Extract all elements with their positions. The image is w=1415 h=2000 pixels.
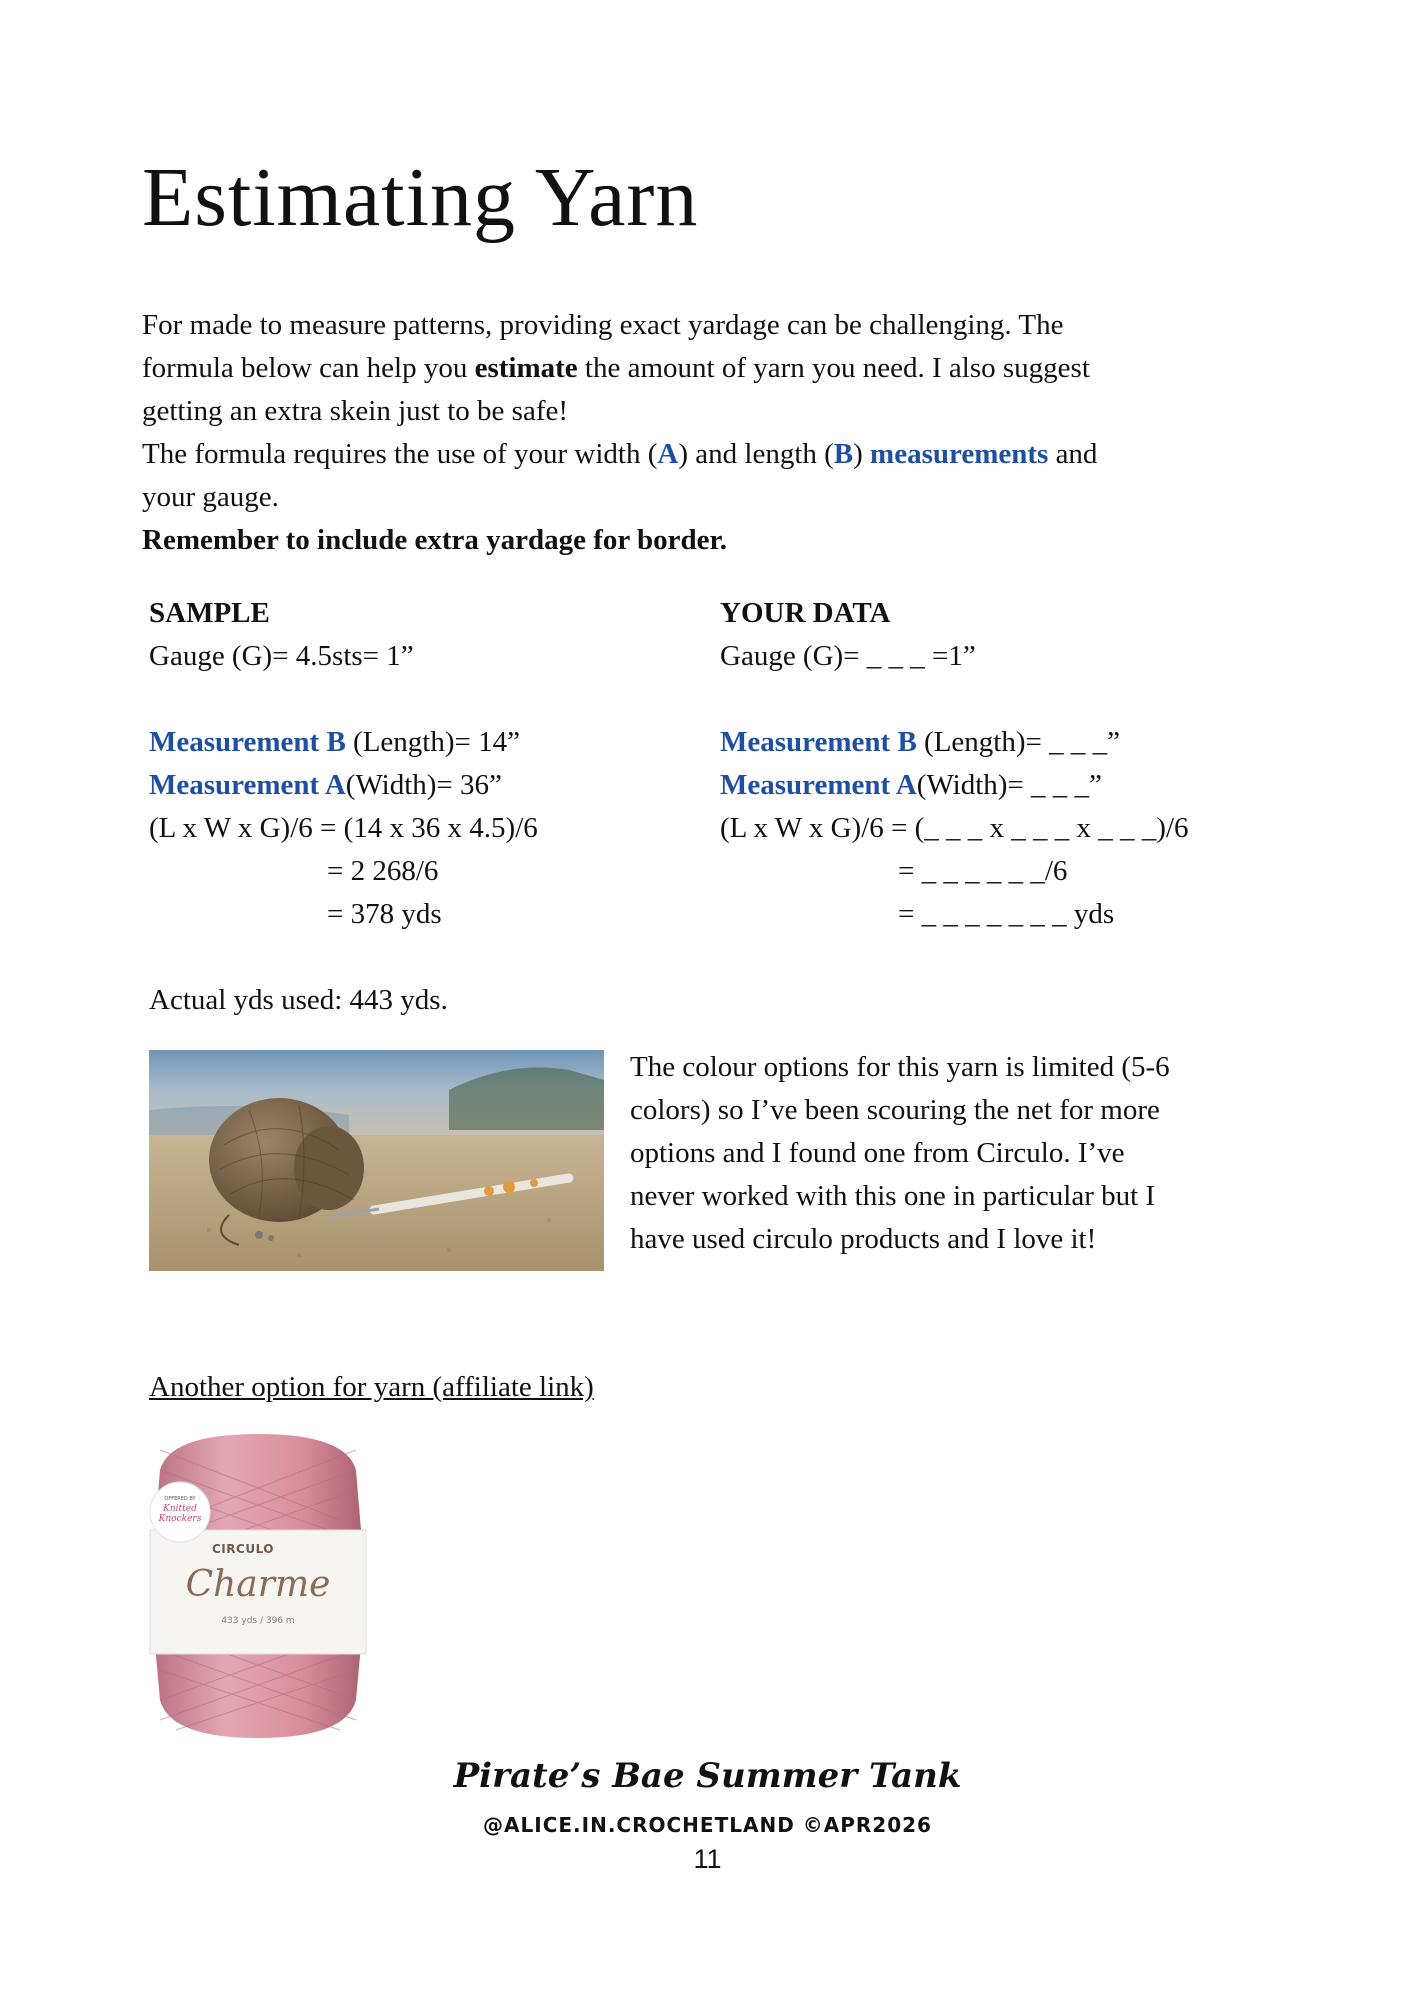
note-line: options and I found one from Circulo. I’ve [630, 1137, 1125, 1169]
intro-line: The formula requires the use of your width (A) and length (B) measurements and [142, 438, 1098, 470]
your-data-formula: (L x W x G)/6 = (_ _ _ x _ _ _ x _ _ _)/6 [720, 812, 1189, 844]
sample-gauge: Gauge (G)= 4.5sts= 1” [149, 640, 414, 672]
note-line: never worked with this one in particular but I [630, 1180, 1156, 1212]
spacer [720, 678, 1189, 721]
your-data-column [720, 592, 1189, 936]
intro-paragraph [142, 304, 1302, 562]
sample-heading: SAMPLE [149, 597, 270, 629]
label-b: B [833, 438, 854, 470]
border-reminder: Remember to include extra yardage for border. [142, 524, 727, 556]
intro-line: For made to measure patterns, providing exact yardage can be challenging. The [142, 309, 1064, 341]
note-line: colors) so I’ve been scouring the net for more [630, 1094, 1160, 1126]
note-line: have used circulo products and I love it! [630, 1223, 1097, 1255]
spacer [149, 678, 538, 721]
yarn-size: 433 yds / 396 m [221, 1616, 295, 1626]
sample-measurement-a: Measurement A(Width)= 36” [149, 769, 502, 801]
sample-result-1: = 2 268/6 [327, 855, 439, 887]
designer-handle: @ALICE.IN.CROCHETLAND ©APR2026 [483, 1813, 932, 1837]
estimate-emphasis: estimate [474, 352, 578, 384]
yarn-name: Charme [185, 1564, 331, 1605]
yarn-brand: CIRCULO [212, 1542, 274, 1556]
intro-line: formula below can help you estimate the amount of yarn you need. I also suggest [142, 352, 1090, 384]
sticker-top-text: OFFERED BY [164, 1496, 196, 1502]
sample-result-2: = 378 yds [327, 898, 442, 930]
sticker-brand-text: Knitted Knockers [158, 1504, 202, 1524]
sample-measurement-b: Measurement B (Length)= 14” [149, 726, 520, 758]
your-data-result-1: = _ _ _ _ _ _/6 [898, 855, 1068, 887]
your-data-measurement-b: Measurement B (Length)= _ _ _” [720, 726, 1120, 758]
colour-options-note [630, 1046, 1300, 1261]
intro-line: your gauge. [142, 481, 279, 513]
your-data-gauge: Gauge (G)= _ _ _ =1” [720, 640, 976, 672]
actual-yards: Actual yds used: 443 yds. [149, 984, 448, 1016]
your-data-measurement-a: Measurement A(Width)= _ _ _” [720, 769, 1102, 801]
note-line: The colour options for this yarn is limited (5-6 [630, 1051, 1170, 1083]
circulo-charme-yarn-image[interactable] [140, 1430, 376, 1744]
yarn-photo [149, 1050, 604, 1271]
sample-column [149, 592, 538, 936]
your-data-heading: YOUR DATA [720, 597, 891, 629]
pattern-name: Pirate’s Bae Summer Tank [453, 1756, 962, 1796]
intro-line: getting an extra skein just to be safe! [142, 395, 569, 427]
affiliate-link[interactable]: Another option for yarn (affiliate link) [149, 1371, 594, 1403]
measurements-link[interactable]: measurements [870, 438, 1049, 470]
label-a: A [657, 438, 679, 470]
page-number: 11 [693, 1844, 722, 1874]
sample-formula: (L x W x G)/6 = (14 x 36 x 4.5)/6 [149, 812, 538, 844]
your-data-result-2: = _ _ _ _ _ _ _ yds [898, 898, 1115, 930]
page-title: Estimating Yarn [142, 151, 699, 244]
